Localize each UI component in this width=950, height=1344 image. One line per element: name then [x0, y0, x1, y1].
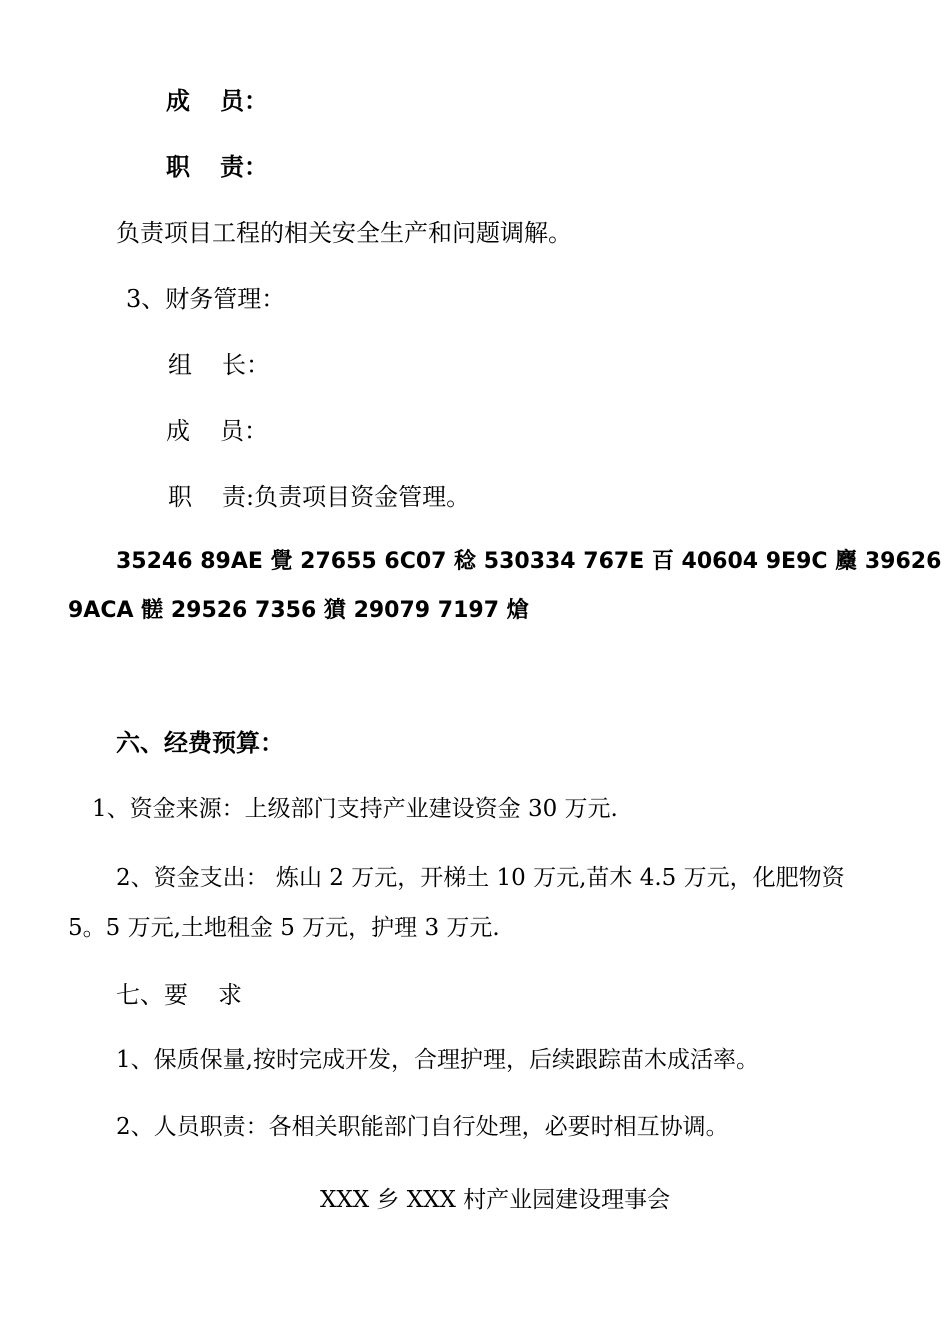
requirements-heading-char-2: 求 — [218, 981, 242, 1009]
duty-label-char-2: 责： — [220, 152, 268, 181]
budget-item-2-line-2: 5。5 万元,土地租金 5 万元，护理 3 万元. — [68, 915, 500, 941]
finance-duty-char-1: 职 — [168, 483, 192, 511]
budget-item-1: 1、资金来源：上级部门支持产业建设资金 30 万元. — [92, 796, 618, 822]
finance-duty-text: 责:负责项目资金管理。 — [222, 483, 471, 511]
finance-leader-label — [168, 350, 270, 380]
members-label — [166, 86, 268, 116]
members-label-char-2: 员： — [220, 86, 268, 115]
code-line-2: 9ACA 髊 29526 7356 獖 29079 7197 熗 — [68, 598, 529, 623]
budget-heading: 六、经费预算： — [116, 728, 284, 757]
signature: XXX 乡 XXX 村产业园建设理事会 — [320, 1187, 671, 1213]
requirements-item-2: 2、人员职责：各相关职能部门自行处理，必要时相互协调。 — [116, 1114, 729, 1140]
budget-item-2-line-1: 2、资金支出： 炼山 2 万元，开梯土 10 万元,苗木 4.5 万元，化肥物资 — [116, 865, 845, 891]
code-line-1: 35246 89AE 覺 27655 6C07 稔 530334 767E 百 40604 9E9C 麜 39626 — [116, 549, 942, 574]
finance-heading: 3、财务管理： — [126, 285, 286, 313]
finance-duty-label — [168, 482, 470, 512]
finance-members-char-2: 员： — [220, 417, 268, 445]
requirements-item-1: 1、保质保量,按时完成开发，合理护理，后续跟踪苗木成活率。 — [116, 1047, 759, 1073]
finance-leader-char-1: 组 — [168, 351, 192, 379]
duty-text: 负责项目工程的相关安全生产和问题调解。 — [116, 219, 572, 247]
members-label-char-1: 成 — [166, 86, 190, 115]
duty-label-char-1: 职 — [166, 152, 190, 181]
finance-members-char-1: 成 — [166, 417, 190, 445]
requirements-heading-char-1: 七、要 — [116, 981, 188, 1009]
duty-label — [166, 152, 268, 182]
requirements-heading — [116, 980, 242, 1010]
finance-members-label — [166, 416, 268, 446]
finance-leader-char-2: 长： — [222, 351, 270, 379]
